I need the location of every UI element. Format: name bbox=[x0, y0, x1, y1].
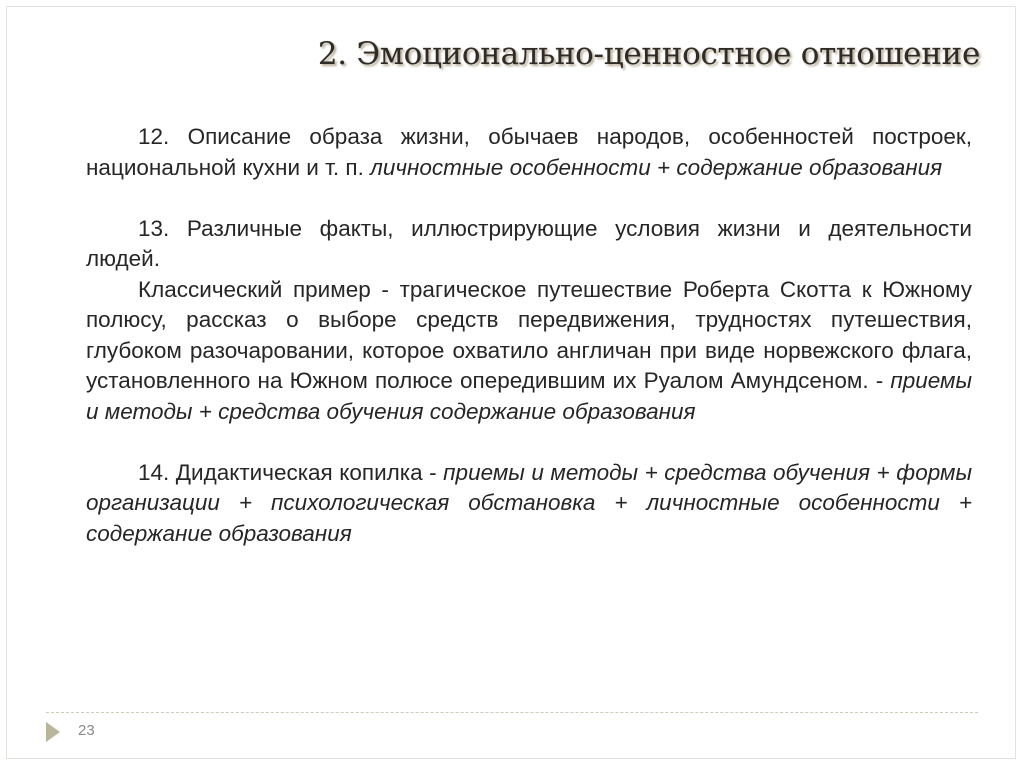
triangle-right-icon bbox=[46, 722, 60, 742]
paragraph-example-text: Классический пример - трагическое путешествие Роберта Скотта к Южному полюсу, рассказ о выборе средств передвижения, трудностях путешествия, глубоком разочаровании, которое охватило англичан при виде норвежского флага, установленного на Южном полюсе опередившим их Руалом Амундсеном. - bbox=[86, 276, 972, 393]
paragraph-gap bbox=[86, 183, 972, 214]
paragraph-12-text: 12. Описание образа жизни, обычаев народов, особенностей построек, национальной кухни и т. п. bbox=[86, 124, 972, 180]
slide-content bbox=[86, 122, 972, 549]
paragraph-gap bbox=[86, 427, 972, 458]
slide-title: 2. Эмоционально-ценностное отношение bbox=[317, 36, 980, 72]
paragraph-12 bbox=[86, 122, 972, 183]
paragraph-14 bbox=[86, 458, 972, 550]
paragraph-12-italic: личностные особенности + содержание образования bbox=[370, 154, 943, 180]
footer-divider bbox=[46, 712, 978, 713]
paragraph-example-italic: приемы и методы + средства обучения содержание образования bbox=[86, 368, 972, 424]
paragraph-13 bbox=[86, 214, 972, 275]
paragraph-13-text: 13. Различные факты, иллюстрирующие условия жизни и деятельности людей. bbox=[86, 215, 972, 271]
page-number: 23 bbox=[78, 722, 95, 739]
paragraph-14-italic: приемы и методы + средства обучения + формы организации + психологическая обстановка + личностные особенности + содержание образования bbox=[86, 459, 973, 546]
paragraph-14-text: 14. Дидактическая копилка - bbox=[138, 459, 444, 485]
paragraph-example bbox=[86, 275, 972, 428]
